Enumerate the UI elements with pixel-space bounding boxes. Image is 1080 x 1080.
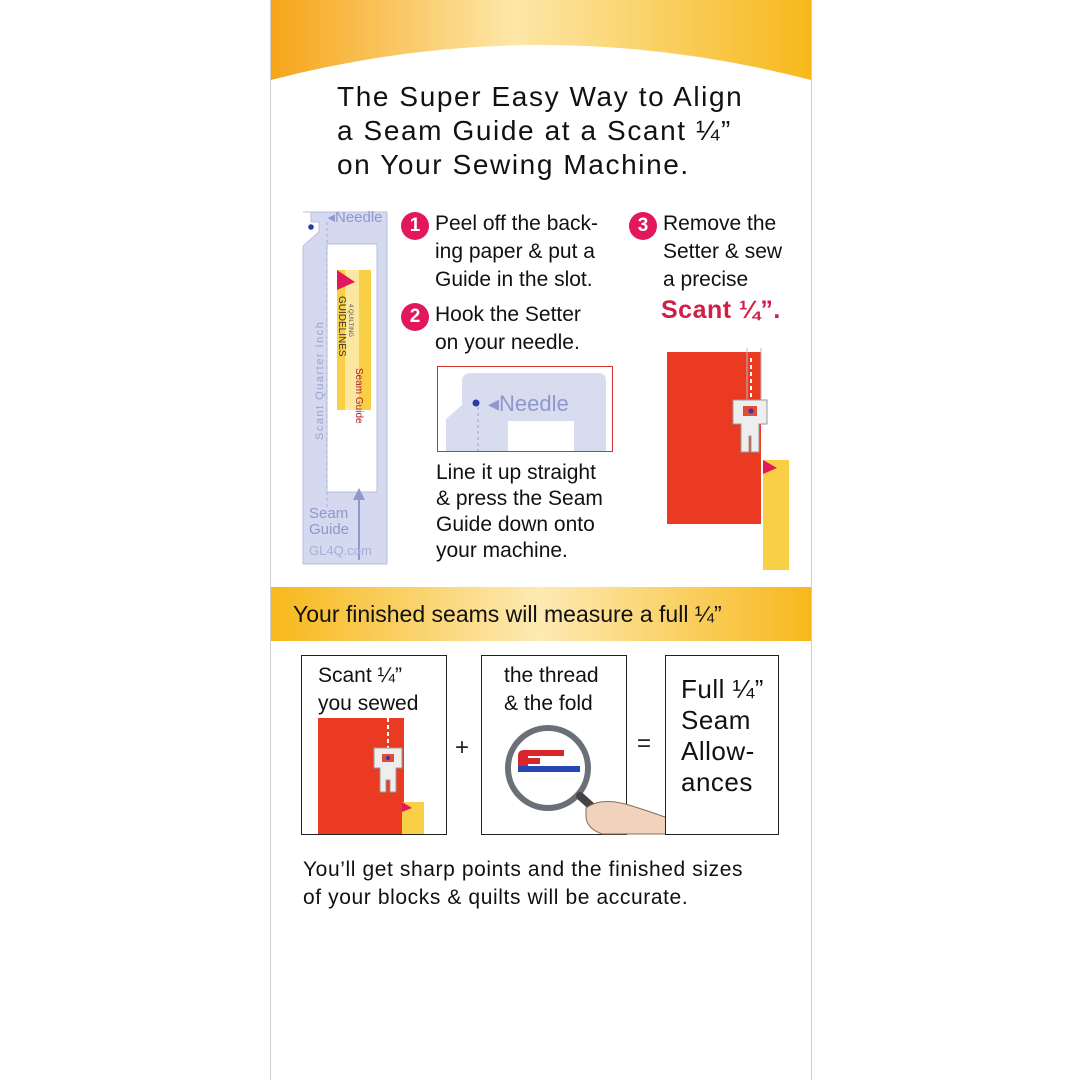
setter-guide-label: Guide bbox=[309, 521, 350, 538]
page-title bbox=[337, 80, 777, 182]
setter-seam-label: Seam bbox=[309, 505, 349, 522]
step-3-line: Remove the bbox=[663, 212, 777, 235]
setter-needle-label: ◂Needle bbox=[327, 210, 383, 226]
box1-line: Scant ¼” bbox=[318, 664, 403, 687]
setter-brand-sub: 4 QUILTING bbox=[347, 304, 353, 337]
title-line-1: The Super Easy Way to Align bbox=[337, 81, 744, 112]
step-3-badge: 3 bbox=[629, 212, 657, 240]
step-1-line: ing paper & put a bbox=[435, 240, 595, 263]
scant-sewn-box bbox=[301, 655, 447, 835]
needle-diagram-label: ◂Needle bbox=[488, 391, 569, 416]
finished-seams-banner: Your finished seams will measure a full ¼” bbox=[293, 601, 722, 627]
step-2-badge: 2 bbox=[401, 303, 429, 331]
footer-line: of your blocks & quilts will be accurate. bbox=[303, 886, 689, 909]
step-2-text bbox=[435, 301, 581, 357]
step-1-line: Peel off the back- bbox=[435, 212, 599, 235]
scant-quarter-label: Scant ¼”. bbox=[661, 296, 781, 324]
box2-line: the thread bbox=[504, 664, 599, 687]
instruction-card bbox=[270, 0, 812, 1080]
seam-guide-setter bbox=[301, 210, 389, 566]
lineup-line: & press the Seam bbox=[436, 487, 603, 510]
footer-line: You’ll get sharp points and the finished sizes bbox=[303, 858, 744, 881]
step-2-line: Hook the Setter bbox=[435, 303, 581, 326]
sewn-fabric-illustration bbox=[667, 348, 797, 574]
equals-sign: = bbox=[637, 730, 652, 757]
thread-fold-box bbox=[481, 655, 627, 835]
top-swoosh bbox=[271, 0, 811, 90]
lineup-line: your machine. bbox=[436, 539, 568, 562]
needle-diagram bbox=[437, 366, 613, 452]
lineup-line: Line it up straight bbox=[436, 461, 596, 484]
step-1-line: Guide in the slot. bbox=[435, 268, 593, 291]
setter-url: GL4Q.com bbox=[309, 543, 372, 558]
plus-sign: + bbox=[455, 734, 470, 761]
step-2-line: on your needle. bbox=[435, 331, 580, 354]
step-3-line: a precise bbox=[663, 268, 749, 291]
step-1-text bbox=[435, 210, 598, 294]
box3-line: Allow- bbox=[681, 736, 755, 766]
box3-line: Full ¼” bbox=[681, 674, 764, 704]
lineup-instructions bbox=[436, 460, 603, 564]
box3-line: Seam bbox=[681, 705, 751, 735]
setter-product: Seam Guide bbox=[353, 368, 364, 424]
scant-sewn-text bbox=[318, 662, 418, 718]
setter-brand: GUIDELINES bbox=[336, 296, 347, 357]
step-1-badge: 1 bbox=[401, 212, 429, 240]
step-3-text bbox=[663, 210, 782, 294]
full-allowance-text bbox=[681, 674, 764, 798]
step-3-line: Setter & sew bbox=[663, 240, 783, 263]
box3-line: ances bbox=[681, 767, 753, 797]
right-margin bbox=[810, 0, 1080, 1080]
needle-diagram-graphic bbox=[438, 367, 612, 451]
box1-line: you sewed bbox=[318, 692, 419, 715]
left-margin bbox=[0, 0, 270, 1080]
thread-fold-text bbox=[504, 662, 599, 718]
title-line-2: a Seam Guide at a Scant ¼” bbox=[337, 115, 732, 146]
footer-note bbox=[303, 856, 743, 912]
title-line-3: on Your Sewing Machine. bbox=[337, 149, 690, 180]
box2-line: & the fold bbox=[504, 692, 593, 715]
lineup-line: Guide down onto bbox=[436, 513, 595, 536]
setter-vertical-label: Scant Quarter Inch bbox=[314, 320, 326, 440]
